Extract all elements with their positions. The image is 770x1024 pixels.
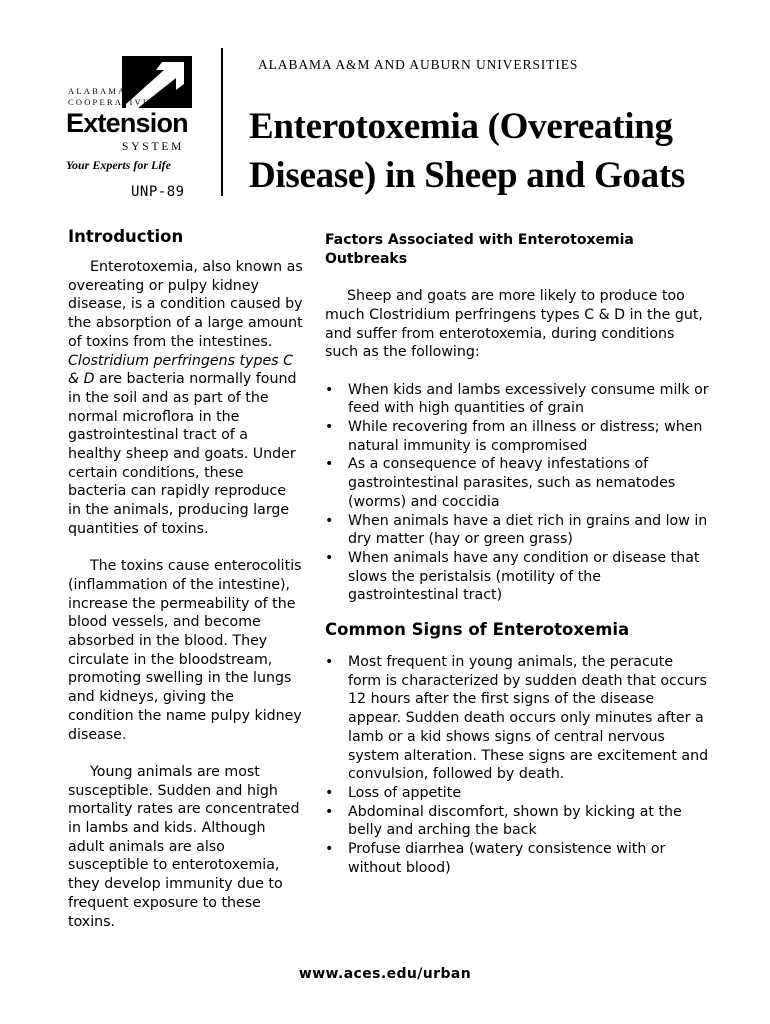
intro-paragraph-2: The toxins cause enterocolitis (inflammation of the intestine), increase the permeability of the blood vessels, and become absorbed in the blood. They circulate in the bloodstream, promoting swelling in the lungs and kidneys, giving the condition the name pulpy kidney disease. — [68, 558, 302, 743]
intro-p1-after: are bacteria normally found in the soil and as part of the normal microflora in the gastrointestinal tract of a healthy sheep and goats. Under certain conditions, these bacteria can rapidly reproduce in the animals, producing large quantities of toxins. — [68, 371, 297, 537]
header-divider — [221, 48, 223, 196]
universities-header: ALABAMA A&M AND AUBURN UNIVERSITIES — [258, 57, 579, 72]
signs-list — [325, 653, 710, 877]
factors-heading: Factors Associated with Enterotoxemia Outbreaks — [325, 232, 634, 267]
factors-list — [325, 381, 710, 605]
logo-extension-wordmark: Extension — [66, 108, 188, 138]
list-item: • When kids and lambs excessively consume milk or feed with high quantities of grain — [325, 381, 710, 418]
document-code: UNP-89 — [131, 184, 185, 200]
title-line-2: Disease) in Sheep and Goats — [249, 155, 685, 196]
list-item: • Abdominal discomfort, shown by kicking at the belly and arching the back — [325, 803, 710, 840]
right-column — [325, 231, 710, 877]
page-title — [249, 102, 719, 200]
intro-p1-before: Enterotoxemia, also known as overeating or pulpy kidney disease, is a condition caused by the absorption of a large amount of toxins from the intestines. — [68, 259, 303, 350]
logo-tagline: Your Experts for Life — [66, 158, 171, 172]
logo-system-text: SYSTEM — [122, 141, 185, 153]
list-item: • While recovering from an illness or distress; when natural immunity is compromised — [325, 418, 710, 455]
footer-url[interactable]: www.aces.edu/urban — [298, 966, 472, 982]
left-column — [68, 226, 303, 931]
signs-heading: Common Signs of Enterotoxemia — [325, 620, 630, 640]
intro-p1-scientific-name: Clostridium perfringens types C & D — [68, 352, 293, 388]
list-item: • Most frequent in young animals, the peracute form is characterized by sudden death that occurs 12 hours after the first signs of the disease appear. Sudden death occurs only minutes after a lamb or a kid shows signs of central nervous system alteration. These signs are excitement and convulsion, followed by death. — [325, 653, 710, 784]
logo-cooperative-text: COOPERATIVE — [68, 97, 151, 107]
factors-intro: Sheep and goats are more likely to produce too much Clostridium perfringens types C & D in the gut, and suffer from enterotoxemia, during conditions such as the following: — [325, 288, 703, 361]
title-line-1: Enterotoxemia (Overeating — [249, 106, 673, 147]
list-item: • As a consequence of heavy infestations of gastrointestinal parasites, such as nematodes (worms) and coccidia — [325, 455, 710, 511]
list-item: • When animals have any condition or disease that slows the peristalsis (motility of the gastrointestinal tract) — [325, 549, 710, 605]
intro-paragraph-3: Young animals are most susceptible. Sudden and high mortality rates are concentrated in lambs and kids. Although adult animals are also susceptible to enterotoxemia, they develop immunity due to frequent exposure to these toxins. — [68, 763, 300, 930]
introduction-heading: Introduction — [68, 227, 184, 246]
list-item: • Loss of appetite — [325, 784, 710, 803]
logo-alabama-text: ALABAMA — [68, 86, 127, 96]
list-item: • Profuse diarrhea (watery consistence with or without blood) — [325, 840, 710, 877]
list-item: • When animals have a diet rich in grains and low in dry matter (hay or green grass) — [325, 512, 710, 549]
intro-paragraph-1 — [68, 258, 303, 539]
